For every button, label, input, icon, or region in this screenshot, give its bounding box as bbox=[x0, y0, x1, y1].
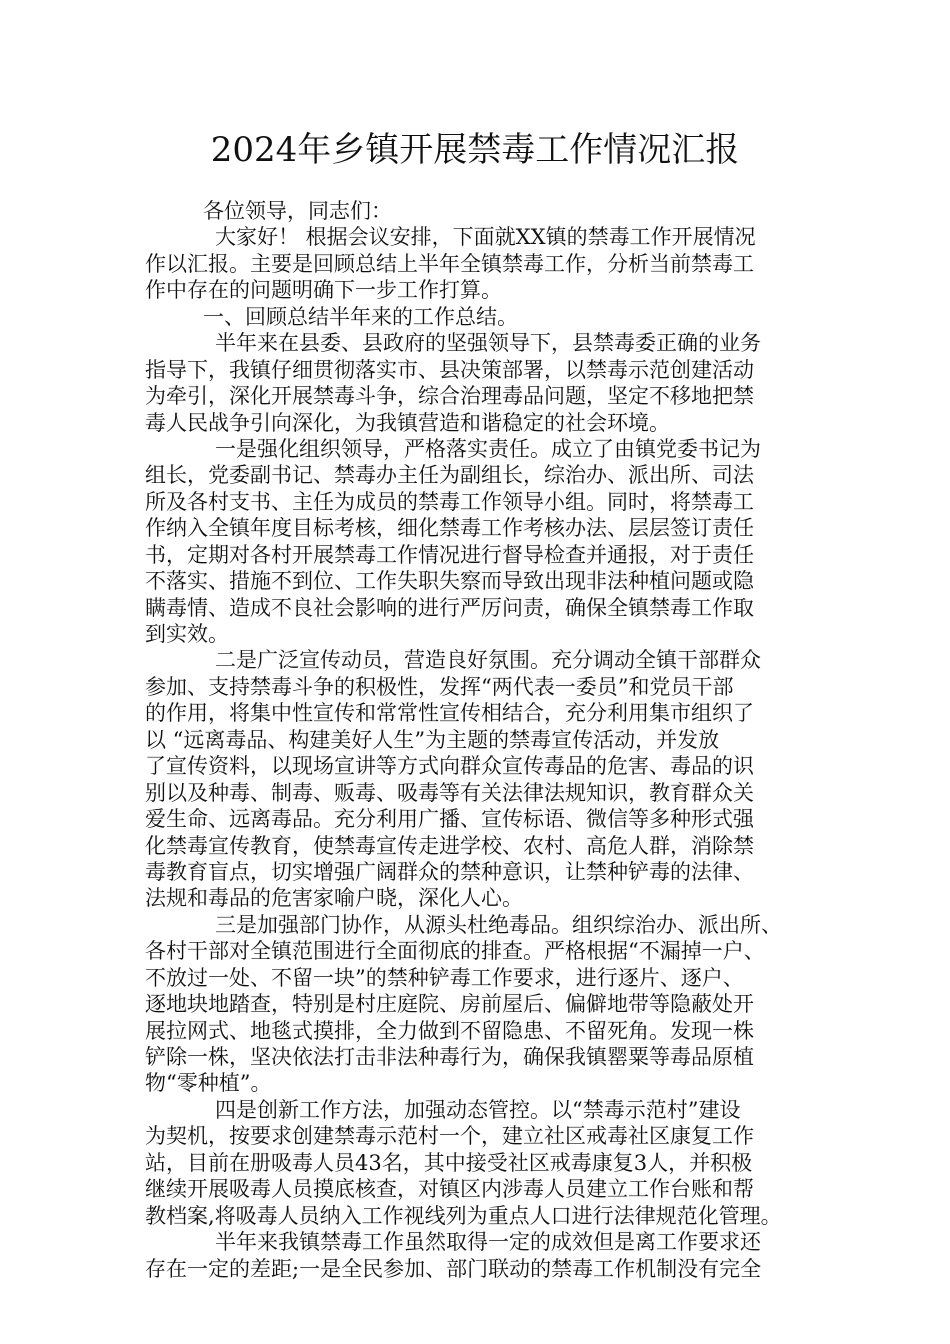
paragraph-line: 存在一定的差距;一是全民参加、部门联动的禁毒工作机制没有完全 bbox=[145, 1256, 762, 1281]
paragraph-line: 别以及种毒、制毒、贩毒、吸毒等有关法律法规知识，教育群众关 bbox=[145, 780, 754, 805]
paragraph-line: 半年来在县委、县政府的坚强领导下，县禁毒委正确的业务 bbox=[215, 331, 761, 356]
greeting-line: 各位领导，同志们： bbox=[203, 199, 392, 223]
paragraph-line: 作中存在的问题明确下一步工作打算。 bbox=[145, 278, 502, 303]
section-heading: 一、回顾总结半年来的工作总结。 bbox=[203, 304, 518, 329]
paragraph-line: 指导下，我镇仔细贯彻落实市、县决策部署，以禁毒示范创建活动 bbox=[145, 357, 754, 382]
paragraph-line: 为契机，按要求创建禁毒示范村一个，建立社区戒毒社区康复工作 bbox=[145, 1124, 754, 1149]
paragraph-line: 四是创新工作方法，加强动态管控。以“禁毒示范村”建设 bbox=[215, 1097, 741, 1122]
paragraph-line: 继续开展吸毒人员摸底核查，对镇区内涉毒人员建立工作台账和帮 bbox=[145, 1177, 754, 1202]
paragraph-line: 以 “远离毒品、构建美好人生”为主题的禁毒宣传活动，并发放 bbox=[145, 727, 720, 752]
paragraph-line: 爱生命、远离毒品。充分利用广播、宣传标语、微信等多种形式强 bbox=[145, 807, 754, 832]
paragraph-line: 三是加强部门协作，从源头杜绝毒品。组织综治办、派出所、 bbox=[215, 912, 782, 937]
paragraph-line: 不放过一处、不留一块”的禁种铲毒工作要求，进行逐片、逐户、 bbox=[145, 965, 744, 990]
paragraph-line: 参加、支持禁毒斗争的积极性，发挥“两代表一委员”和党员干部 bbox=[145, 674, 734, 699]
paragraph-line: 法规和毒品的危害家喻户晓，深化人心。 bbox=[145, 886, 523, 911]
paragraph-line: 瞒毒情、造成不良社会影响的进行严厉问责，确保全镇禁毒工作取 bbox=[145, 595, 754, 620]
document-body bbox=[145, 198, 825, 1282]
document-title: 2024年乡镇开展禁毒工作情况汇报 bbox=[210, 130, 740, 170]
paragraph-line: 为牵引，深化开展禁毒斗争，综合治理毒品问题，坚定不移地把禁 bbox=[145, 384, 754, 409]
paragraph-line: 站，目前在册吸毒人员43名，其中接受社区戒毒康复3人，并积极 bbox=[145, 1150, 753, 1175]
paragraph-line: 逐地块地踏查，特别是村庄庭院、房前屋后、偏僻地带等隐蔽处开 bbox=[145, 992, 754, 1017]
paragraph-line: 的作用，将集中性宣传和常常性宣传相结合，充分利用集市组织了 bbox=[145, 701, 754, 726]
paragraph-line: 教档案,将吸毒人员纳入工作视线列为重点人口进行法律规范化管理。 bbox=[145, 1203, 782, 1228]
paragraph-line: 半年来我镇禁毒工作虽然取得一定的成效但是离工作要求还 bbox=[215, 1230, 761, 1255]
paragraph-line: 二是广泛宣传动员，营造良好氛围。充分调动全镇干部群众 bbox=[215, 648, 761, 673]
paragraph-line: 各村干部对全镇范围进行全面彻底的排查。严格根据“不漏掉一户、 bbox=[145, 939, 765, 964]
paragraph-line: 毒教育盲点，切实增强广阔群众的禁种意识，让禁种铲毒的法律、 bbox=[145, 859, 754, 884]
paragraph-line: 组长，党委副书记、禁毒办主任为副组长，综治办、派出所、司法 bbox=[145, 463, 754, 488]
paragraph-line: 展拉网式、地毯式摸排，全力做到不留隐患、不留死角。发现一株 bbox=[145, 1018, 754, 1043]
paragraph-line: 毒人民战争引向深化，为我镇营造和谐稳定的社会环境。 bbox=[145, 410, 670, 435]
paragraph-line: 了宣传资料，以现场宣讲等方式向群众宣传毒品的危害、毒品的识 bbox=[145, 754, 754, 779]
paragraph-line: 不落实、措施不到位、工作失职失察而导致出现非法种植问题或隐 bbox=[145, 569, 754, 594]
paragraph-line: 作纳入全镇年度目标考核，细化禁毒工作考核办法、层层签订责任 bbox=[145, 516, 754, 541]
paragraph-line: 铲除一株，坚决依法打击非法种毒行为，确保我镇罂粟等毒品原植 bbox=[145, 1045, 754, 1069]
paragraph-line: 物“零种植”。 bbox=[145, 1071, 272, 1096]
paragraph-line: 化禁毒宣传教育，使禁毒宣传走进学校、农村、高危人群，消除禁 bbox=[145, 833, 754, 858]
paragraph-line: 书，定期对各村开展禁毒工作情况进行督导检查并通报，对于责任 bbox=[145, 542, 754, 567]
paragraph-line: 一是强化组织领导，严格落实责任。成立了由镇党委书记为 bbox=[215, 436, 761, 461]
paragraph-line: 作以汇报。主要是回顾总结上半年全镇禁毒工作，分析当前禁毒工 bbox=[145, 251, 754, 276]
paragraph-line: 所及各村支书、主任为成员的禁毒工作领导小组。同时，将禁毒工 bbox=[145, 489, 754, 514]
paragraph-line: 大家好！ 根据会议安排，下面就XX镇的禁毒工作开展情况 bbox=[215, 225, 756, 250]
paragraph-line: 到实效。 bbox=[145, 622, 229, 646]
